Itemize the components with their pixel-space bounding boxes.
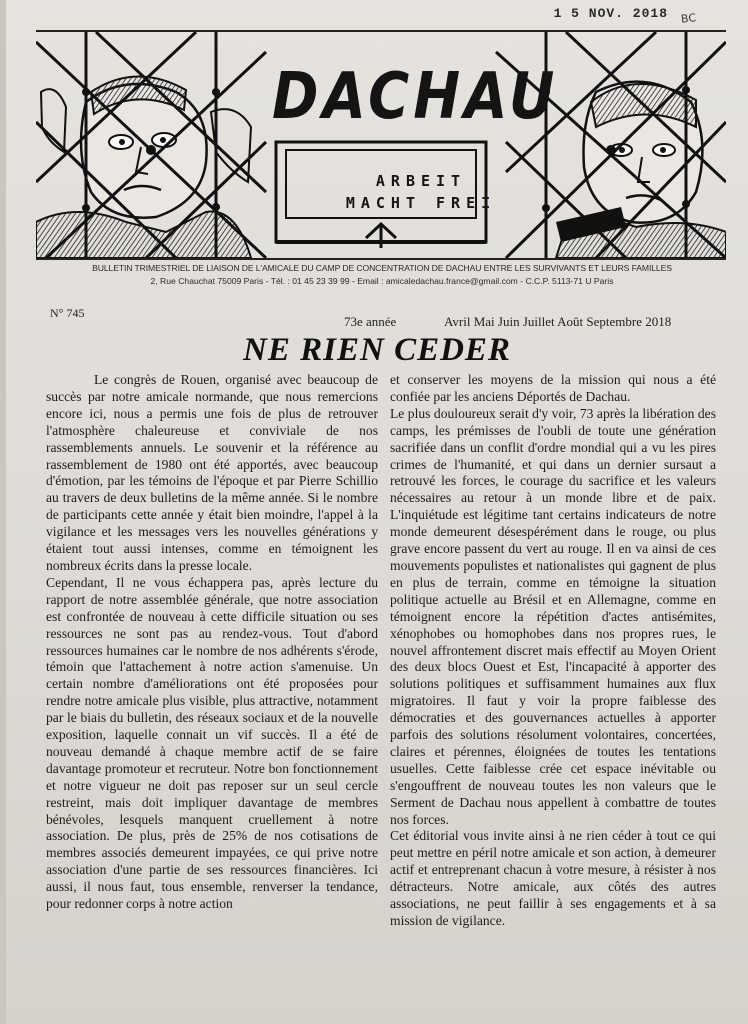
bulletin-subtitle: BULLETIN TRIMESTRIEL DE LIAISON DE L'AMICALE DU CAMP DE CONCENTRATION DE DACHAU ENTRE LES SURVIVANTS ET LEURS FAMILLES [92, 263, 672, 273]
article-right-column [390, 372, 716, 930]
paragraph: Cependant, Il ne vous échappera pas, après lecture du rapport de notre assemblée générale, que notre association est confrontée de nouveau à cette difficile situation ou ses ressources ne sont pas au rendez-vous. Tout d'abord ressources humaines car le nombre de nos adhérents s'érode, témoin que l'attachement à notre action s'amenuise. Un certain nombre d'améliorations ont été proposées pour rendre notre amicale plus visible, plus attractive, notamment par le biais du bulletin, des réseaux sociaux et de la nouvelle exposition, laquelle connait un vif succès. Il a été de nouveau demandé à chaque membre actif de se faire davantage promoteur et recruteur. Notre bon fonctionnement et notre vigueur ne doit pas reposer sur un seul cercle restreint, mais doit impliquer davantage de membres bénévoles, lesquels manquent cruellement à notre association. De plus, près de 25% de nos cotisations de membres associés demeurent impayées, ce qui prive notre association d'une partie de ses ressources financières. Ici aussi, il nous faut, tous ensemble, renverser la tendance, pour redonner corps à notre action [46, 574, 378, 912]
issue-year: 73e année [344, 314, 397, 329]
handwritten-initials: BC [680, 11, 697, 26]
contact-address: 2, Rue Chauchat 75009 Paris - Tél. : 01 45 23 39 99 - Email : amicaledachau.france@gmail.com - C.C.P. 5113-71 U Paris [150, 276, 614, 286]
article-left-column [46, 372, 378, 913]
newsletter-page [6, 0, 748, 1024]
paragraph: Le plus douloureux serait d'y voir, 73 après la libération des camps, les prémisses de l'oubli de toute une génération sacrifiée dans un conflit d'ordre mondial qui a vu les pires crimes de l'humanité, et qui dans un dernier sursaut a retrouvé les forces, le courage du sacrifice et les valeurs nécessaires au retour à un monde libre et de paix. L'inquiétude est légitime tant certains indicateurs de notre monde demeurent désespérément dans le rouge, ou plus grave encore passent du vert au rouge. Il en va ainsi de ces mouvements populistes et nationalistes qui gagnent de plus en plus de terrain, comme en témoigne la situation politique actuelle au Brésil et en Allemagne, comme en témoignent encore la répétition d'actes antisémites, xénophobes ou homophobes dans nos propres rues, le nouvel affrontement discret mais effectif au Moyen Orient des deux blocs Ouest et Est, l'incapacité à apporter des solutions politiques et suffisamment humaines aux flux migratoires. Il faut y voir la propre faiblesse des démocraties et des gouvernances actuelles à apporter parfois des solutions résolument volontaires, concertées, claires et pérennes, éloignées de toutes les tentations usuelles. Cette faiblesse crée cet espace inévitable ou s'engouffrent de nouveau toutes les non valeurs que le Serment de Dachau nous appellent à combattre de toutes nos forces. [390, 405, 716, 827]
gate-sign-line-1: ARBEIT [375, 172, 467, 190]
issue-number: N° 745 [50, 306, 85, 320]
issue-months: Avril Mai Juin Juillet Août Septembre 2018 [444, 314, 672, 329]
date-stamp: 1 5 NOV. 2018 [553, 6, 668, 21]
paragraph: et conserver les moyens de la mission qui nous a été confiée par les anciens Déportés de Dachau. [390, 372, 716, 404]
gate-sign-line-2: MACHT FREI [345, 194, 497, 212]
right-prisoner-figure [556, 82, 726, 258]
masthead-title: DACHAU [272, 59, 559, 134]
masthead-illustration [36, 30, 726, 260]
article-headline: NE RIEN CEDER [243, 332, 511, 368]
paragraph: Cet éditorial vous invite ainsi à ne rien céder à tout ce qui peut mettre en péril notre amicale et son action, à demeurer actif et entreprenant chacun à votre mesure, à résister à nos détracteurs. Notre amicale, aux côtés des autres associations, ne peut faillir à ses engagements et à sa mission de vigilance. [390, 828, 716, 928]
paragraph: Le congrès de Rouen, organisé avec beaucoup de succès par notre amicale normande, que nous remercions encore ici, nous a permis une fois de plus de retrouver l'atmosphère chaleureuse et conviviale de nos rassemblements annuels. Le souvenir et la référence au rassemblement de 1980 ont été apportés, avec beaucoup d'émotion, par les témoins de l'époque et par Pierre Schillio au travers de deux bulletins de la même année. Si le nombre de participants cette année y était bien moindre, l'appel à la vigilance et les messages vers les nouvelles générations y étaient tout aussi intenses, comme en témoignent les nombreux écrits dans la presse locale. [46, 372, 378, 573]
